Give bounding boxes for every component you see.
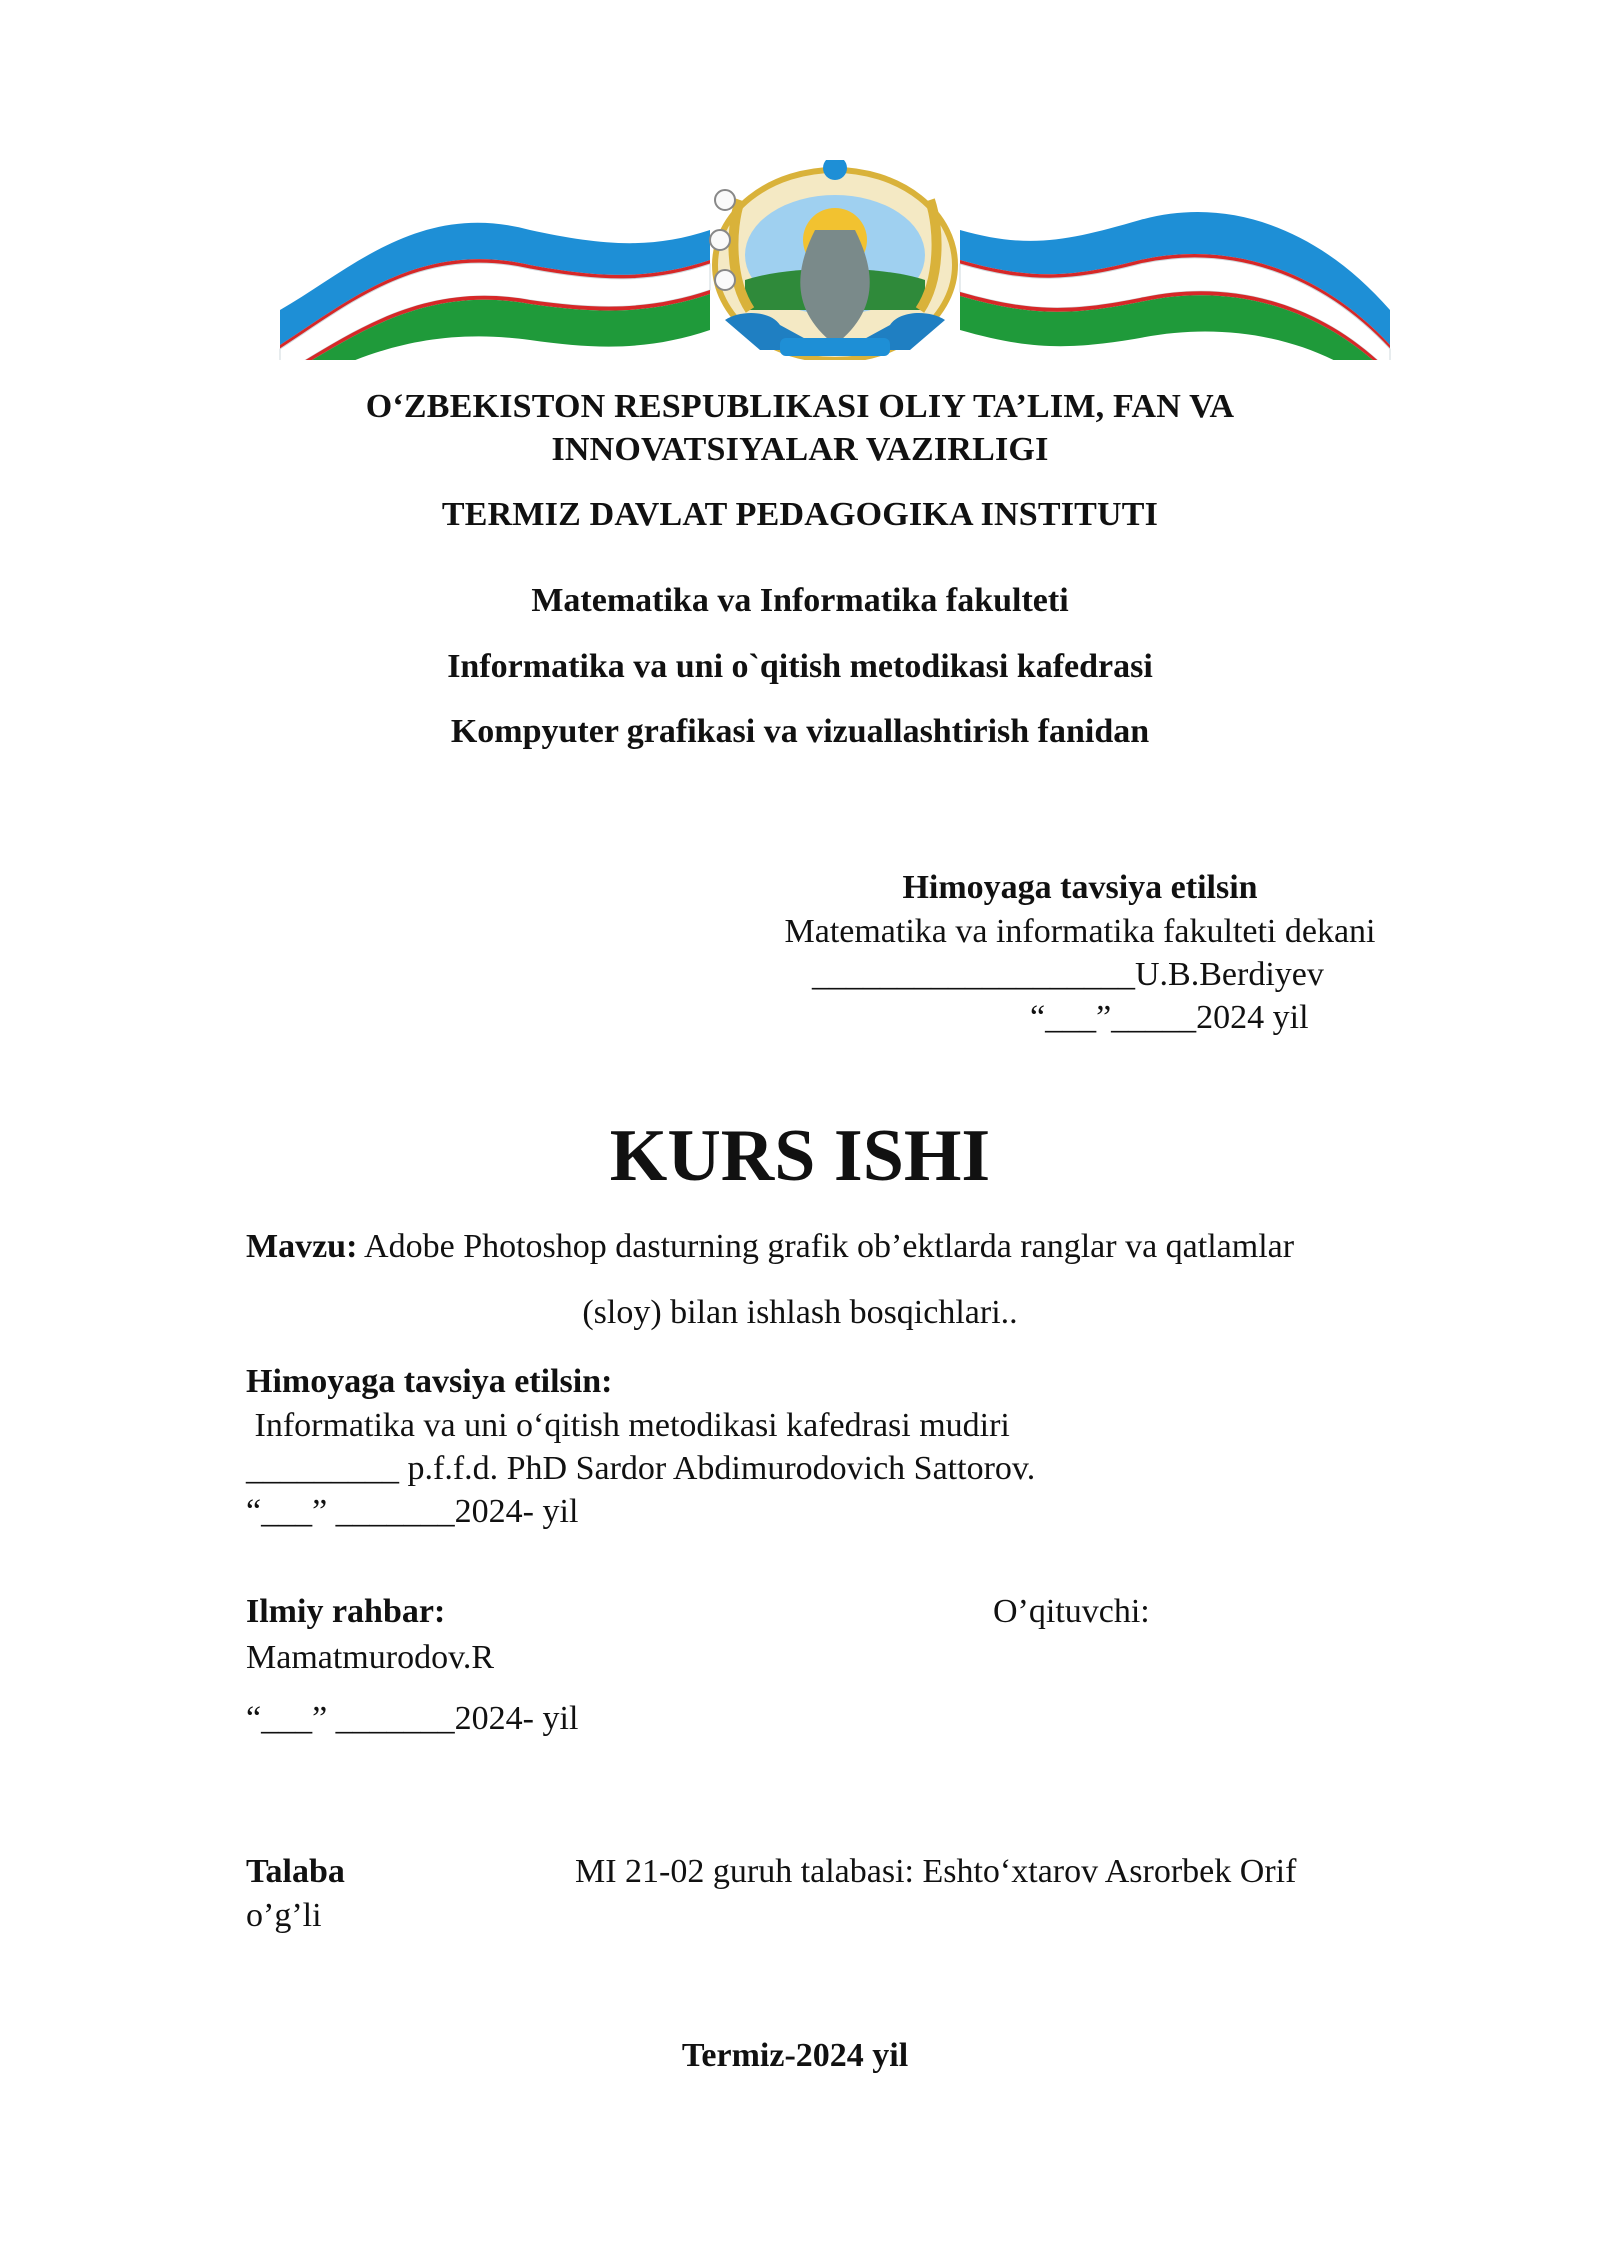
dean-approval [700,866,1460,1039]
teacher-label: O’qituvchi: [993,1593,1150,1630]
topic-text-1: Adobe Photoshop dasturning grafik ob’ektlarda ranglar va qatlamlar [357,1228,1295,1265]
document-title: KURS ISHI [609,1115,991,1197]
state-emblem-flag-image [270,160,1400,360]
student-suffix: o’g’li [246,1897,322,1934]
flag-right [960,212,1390,360]
supervisor-label: Ilmiy rahbar: [246,1593,446,1630]
topic-line-1 [246,1228,1294,1266]
subject-name: Kompyuter grafikasi va vizuallashtirish fanidan [450,713,1150,750]
dean-signature: ___________________U.B.Berdiyev [812,956,1324,993]
dean-role: Matematika va informatika fakulteti dekani [784,913,1376,950]
institute-name: TERMIZ DAVLAT PEDAGOGIKA INSTITUTI [441,496,1159,533]
head-date: “___” _______2024- yil [246,1493,579,1530]
head-approval-heading: Himoyaga tavsiya etilsin: [246,1363,613,1400]
ministry-line-2: INNOVATSIYALAR VAZIRLIGI [551,431,1049,468]
student-label: Talaba [246,1853,345,1890]
supervisor-date: “___” _______2024- yil [246,1700,579,1737]
ministry-line-1: O‘ZBEKISTON RESPUBLIKASI OLIY TA’LIM, FAN VA [365,388,1235,425]
dean-date: “___”_____2024 yil [1030,999,1309,1036]
dean-approval-heading: Himoyaga tavsiya etilsin [902,869,1258,906]
flag-left [280,223,710,360]
emblem-center [710,160,955,360]
supervisor-name: Mamatmurodov.R [246,1639,495,1676]
head-approval [246,1360,1035,1533]
student-info: MI 21-02 guruh talabasi: Eshto‘xtarov Asrorbek Orif [575,1853,1297,1890]
topic-line-2: (sloy) bilan ishlash bosqichlari.. [582,1294,1018,1331]
faculty-name: Matematika va Informatika fakulteti [531,582,1069,619]
topic-label: Mavzu: [246,1228,358,1265]
footer-city-year: Termiz-2024 yil [681,2037,909,2074]
head-role: Informatika va uni o‘qitish metodikasi kafedrasi mudiri [246,1407,1010,1444]
department-name: Informatika va uni o`qitish metodikasi kafedrasi [447,648,1153,685]
head-signature: _________ p.f.f.d. PhD Sardor Abdimurodovich Sattorov. [246,1450,1036,1487]
